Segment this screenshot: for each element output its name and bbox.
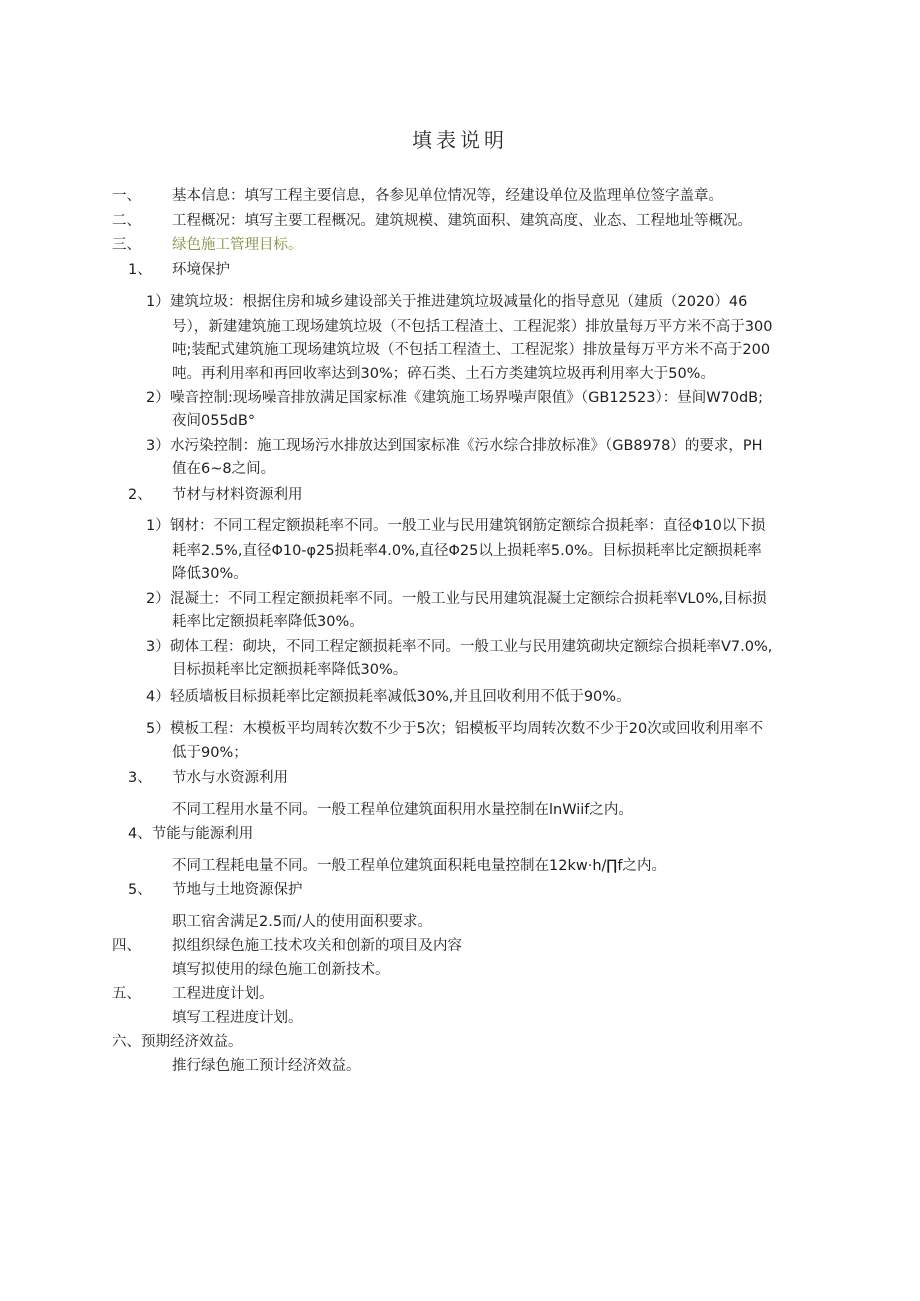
- material-item-4-line-1: 轻质墙板目标损耗率比定额损耗率减低30%,并且回收利用不低于90%。: [170, 689, 631, 705]
- section-4-body: 填写拟使用的绿色施工创新技术。: [172, 962, 390, 978]
- material-item-3-number: 3）: [146, 639, 170, 655]
- material-item-2-number: 2）: [146, 591, 170, 607]
- env-item-3-line-2: 值在6~8之间。: [172, 461, 276, 477]
- env-item-1-line-1: 建筑垃圾：根据住房和城乡建设部关于推进建筑垃圾减量化的指导意见（建质（2020）46: [170, 294, 748, 310]
- subsection-1-number: 1、: [128, 262, 152, 278]
- material-item-2-line-2: 耗率比定额损耗率降低30%。: [172, 614, 364, 630]
- material-item-5-line-1: 模板工程：木模板平均周转次数不少于5次；铝模板平均周转次数不少于20次或回收利用率不: [170, 721, 764, 737]
- section-3-text: 绿色施工管理目标。: [172, 237, 303, 253]
- subsection-2-title: 节材与材料资源利用: [172, 487, 303, 503]
- env-item-1-line-3: 吨;装配式建筑施工现场建筑垃圾（不包括工程渣土、工程泥浆）排放量每万平方米不高于200: [172, 342, 771, 358]
- section-2-text: 工程概况：填写主要工程概况。建筑规模、建筑面积、建筑高度、业态、工程地址等概况。: [172, 213, 752, 229]
- subsection-5-title: 节地与土地资源保护: [172, 882, 303, 898]
- env-item-2-line-2: 夜间055dB°: [172, 413, 256, 429]
- subsection-1-title: 环境保护: [172, 262, 230, 278]
- material-item-3-line-2: 目标损耗率比定额损耗率降低30%。: [172, 662, 408, 678]
- env-item-3-number: 3）: [146, 438, 170, 454]
- material-item-5-number: 5）: [146, 721, 170, 737]
- subsection-4-title: 4、节能与能源利用: [128, 826, 254, 842]
- section-5-number: 五、: [112, 986, 141, 1002]
- env-item-3-line-1: 水污染控制：施工现场污水排放达到国家标准《污水综合排放标准》（GB8978）的要求，PH: [170, 438, 763, 454]
- env-item-2-line-1: 噪音控制:现场噪音排放满足国家标准《建筑施工场界噪声限值》（GB12523）：昼间W70dB;: [170, 390, 764, 406]
- material-item-4-number: 4）: [146, 689, 170, 705]
- section-6-body: 推行绿色施工预计经济效益。: [172, 1058, 361, 1074]
- material-item-1-number: 1）: [146, 518, 170, 534]
- env-item-2-number: 2）: [146, 390, 170, 406]
- subsection-3-number: 3、: [128, 770, 152, 786]
- page-title: 填表说明: [412, 128, 508, 152]
- section-1-text: 基本信息：填写工程主要信息，各参见单位情况等，经建设单位及监理单位签字盖章。: [172, 188, 723, 204]
- material-item-3-line-1: 砌体工程：砌块，不同工程定额损耗率不同。一般工业与民用建筑砌块定额综合损耗率V7.0%,: [170, 639, 773, 655]
- section-2-number: 二、: [112, 213, 141, 229]
- env-item-1-line-2: 号），新建建筑施工现场建筑垃圾（不包括工程渣土、工程泥浆）排放量每万平方米不高于300: [172, 319, 773, 335]
- material-item-1-line-1: 钢材：不同工程定额损耗率不同。一般工业与民用建筑钢筋定额综合损耗率：直径Φ10以下损: [170, 518, 766, 534]
- section-6-text: 六、预期经济效益。: [112, 1034, 243, 1050]
- subsection-3-body: 不同工程用水量不同。一般工程单位建筑面积用水量控制在lnWiif之内。: [172, 802, 633, 818]
- subsection-2-number: 2、: [128, 487, 152, 503]
- section-3-number: 三、: [112, 237, 141, 253]
- subsection-5-body: 职工宿舍满足2.5而/人的使用面积要求。: [172, 914, 432, 930]
- subsection-4-body: 不同工程耗电量不同。一般工程单位建筑面积耗电量控制在12kw·h∕∏f之内。: [172, 858, 666, 874]
- material-item-1-line-3: 降低30%。: [172, 566, 248, 582]
- section-1-number: 一、: [112, 188, 141, 204]
- subsection-3-title: 节水与水资源利用: [172, 770, 288, 786]
- section-4-text: 拟组织绿色施工技术攻关和创新的项目及内容: [172, 938, 462, 954]
- material-item-1-line-2: 耗率2.5%,直径Φ10-φ25损耗率4.0%,直径Φ25以上损耗率5.0%。目标损耗率比定额损耗率: [172, 543, 762, 559]
- section-5-text: 工程进度计划。: [172, 986, 274, 1002]
- material-item-2-line-1: 混凝土：不同工程定额损耗率不同。一般工业与民用建筑混凝土定额综合损耗率VL0%,目标损: [170, 591, 767, 607]
- env-item-1-number: 1）: [146, 294, 170, 310]
- env-item-1-line-4: 吨。再利用率和再回收率达到30%；碎石类、土石方类建筑垃圾再利用率大于50%。: [172, 366, 715, 382]
- section-4-number: 四、: [112, 938, 141, 954]
- subsection-5-number: 5、: [128, 882, 152, 898]
- material-item-5-line-2: 低于90%；: [172, 745, 248, 761]
- section-5-body: 填写工程进度计划。: [172, 1010, 303, 1026]
